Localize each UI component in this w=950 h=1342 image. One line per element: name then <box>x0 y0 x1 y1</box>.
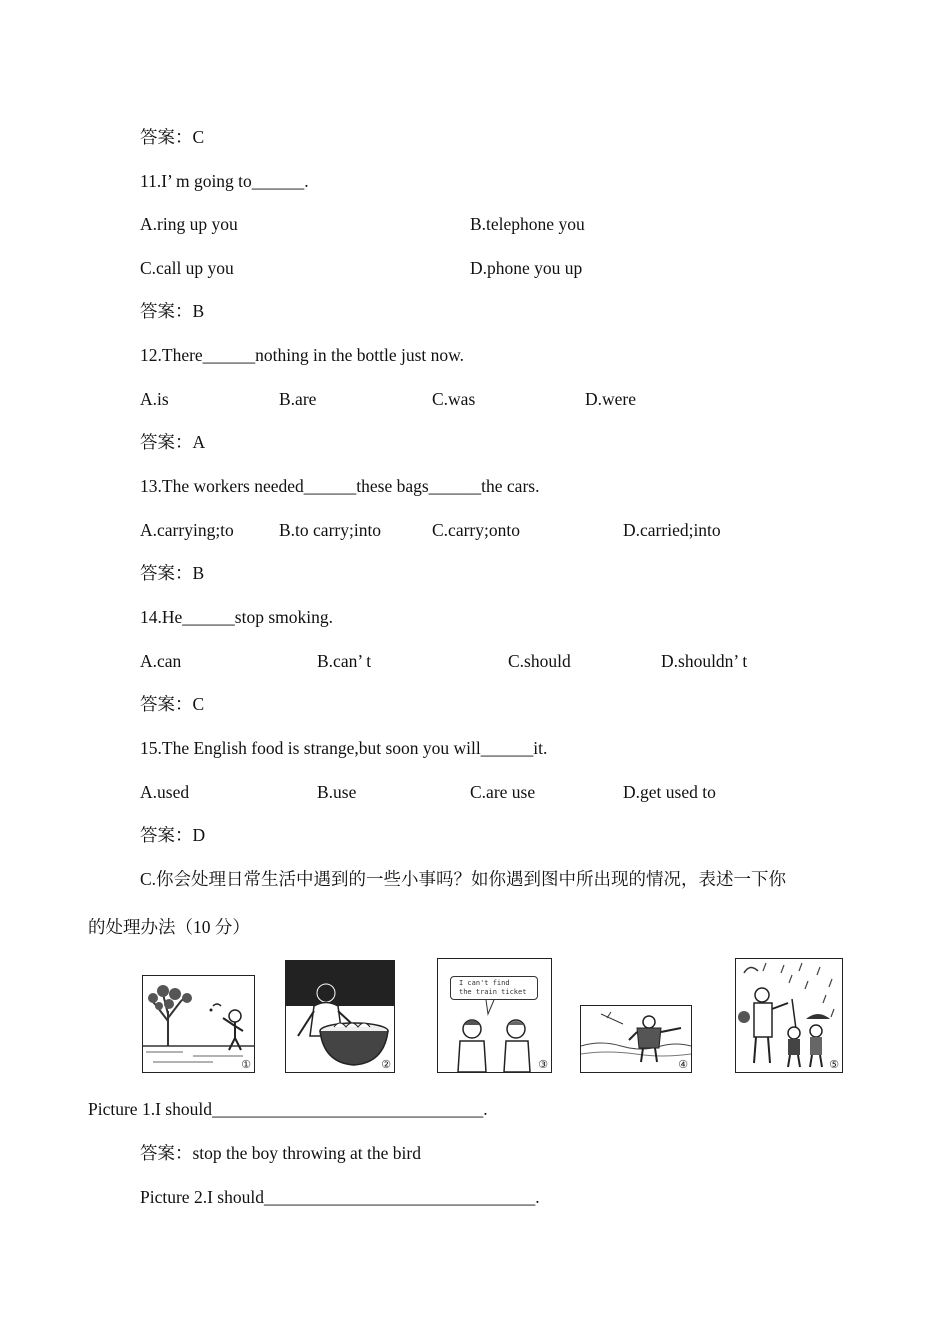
q11-option-a: A.ring up you <box>140 214 238 234</box>
answer-15: 答案：D <box>140 825 206 845</box>
picture-2-woman-washing-clothes <box>285 960 395 1073</box>
q14-option-a: A.can <box>140 651 182 671</box>
speech-bubble-line-2: the train ticket <box>459 988 527 996</box>
picture-5-number: ⑤ <box>829 1058 839 1071</box>
q12-option-d: D.were <box>585 389 637 409</box>
q13-option-c: C.carry;onto <box>432 520 520 540</box>
picture-4-scene <box>580 1005 692 1073</box>
picture-1-illustration <box>143 976 254 1072</box>
picture-1-number: ① <box>241 1058 251 1071</box>
answer-10: 答案：C <box>140 127 205 147</box>
picture-3-illustration <box>438 959 551 1072</box>
q11-option-d: D.phone you up <box>470 258 583 278</box>
question-14-stem: 14.He______stop smoking. <box>140 607 333 627</box>
question-12-stem: 12.There______nothing in the bottle just now. <box>140 345 465 365</box>
picture-2-prompt: Picture 2.I should_______________________________. <box>140 1187 540 1207</box>
section-c-instruction-cont: 的处理办法（10 分） <box>88 917 250 937</box>
question-13-stem: 13.The workers needed______these bags______the cars. <box>140 476 540 496</box>
q15-option-a: A.used <box>140 782 190 802</box>
q14-option-b: B.can’ t <box>317 651 372 671</box>
picture-3-lost-train-ticket <box>437 958 552 1073</box>
picture-4-number: ④ <box>678 1058 688 1071</box>
picture-1-boy-throwing-at-bird <box>142 975 255 1073</box>
q11-option-b: B.telephone you <box>470 214 585 234</box>
answer-14: 答案：C <box>140 694 205 714</box>
q15-option-d: D.get used to <box>623 782 716 802</box>
q11-option-c: C.call up you <box>140 258 234 278</box>
answer-12: 答案：A <box>140 432 206 452</box>
q12-option-a: A.is <box>140 389 169 409</box>
q15-option-b: B.use <box>317 782 357 802</box>
picture-1-prompt: Picture 1.I should_______________________________. <box>88 1099 488 1119</box>
picture-4-illustration <box>581 1006 691 1072</box>
q14-option-d: D.shouldn’ t <box>661 651 748 671</box>
section-c-instruction: C.你会处理日常生活中遇到的一些小事吗？如你遇到图中所出现的情况，表述一下你 <box>140 869 787 889</box>
q13-option-d: D.carried;into <box>623 520 721 540</box>
question-11-stem: 11.I’ m going to______. <box>140 171 309 191</box>
answer-11: 答案：B <box>140 301 205 321</box>
picture-2-illustration <box>286 961 394 1072</box>
picture-5-rain-umbrella <box>735 958 843 1073</box>
q13-option-a: A.carrying;to <box>140 520 234 540</box>
picture-1-answer: 答案：stop the boy throwing at the bird <box>140 1143 421 1163</box>
question-15-stem: 15.The English food is strange,but soon you will______it. <box>140 738 548 758</box>
q12-option-b: B.are <box>279 389 317 409</box>
answer-13: 答案：B <box>140 563 205 583</box>
q14-option-c: C.should <box>508 651 571 671</box>
picture-5-illustration <box>736 959 842 1072</box>
q13-option-b: B.to carry;into <box>279 520 382 540</box>
q12-option-c: C.was <box>432 389 476 409</box>
picture-2-number: ② <box>381 1058 391 1071</box>
speech-bubble-line-1: I can't find <box>459 979 510 987</box>
q15-option-c: C.are use <box>470 782 536 802</box>
picture-3-number: ③ <box>538 1058 548 1071</box>
